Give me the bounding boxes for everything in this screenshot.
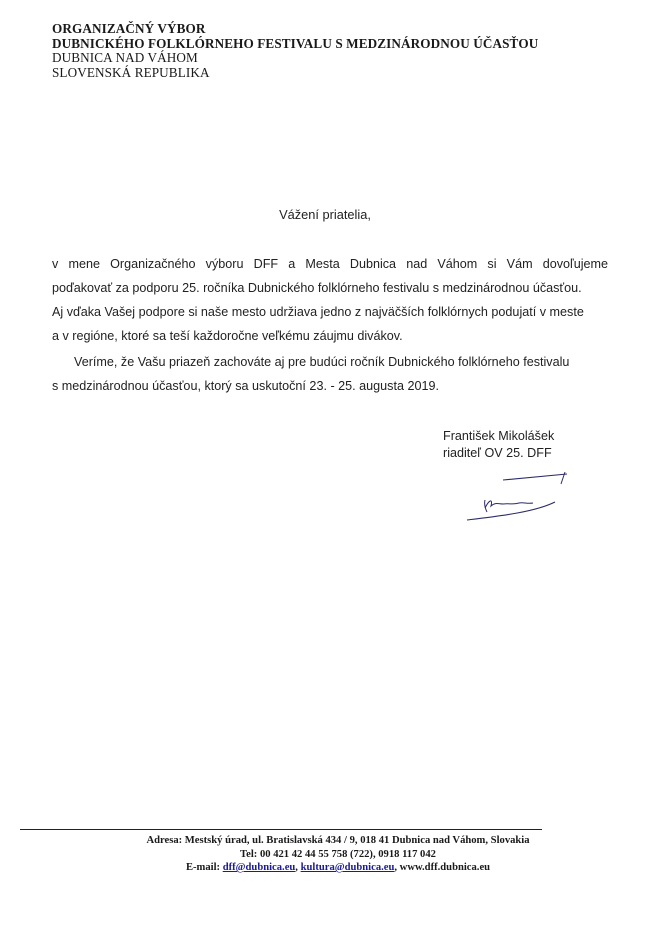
paragraph-line: s medzinárodnou účasťou, ktorý sa uskutoční 23. - 25. augusta 2019. bbox=[52, 379, 439, 393]
footer-separator: , bbox=[295, 862, 298, 873]
signatory-title: riaditeľ OV 25. DFF bbox=[443, 446, 552, 460]
footer-email-label: E-mail: bbox=[185, 862, 221, 873]
footer-website: , www.dff.dubnica.eu bbox=[394, 862, 491, 873]
footer-contact bbox=[92, 834, 584, 875]
paragraph-thanks bbox=[52, 252, 608, 348]
email-link-kultura[interactable]: kultura@dubnica.eu bbox=[300, 862, 395, 873]
paragraph-line: a v regióne, ktoré sa teší každoročne veľkému záujmu divákov. bbox=[52, 329, 403, 343]
footer-divider bbox=[20, 829, 542, 830]
paragraph-next-edition bbox=[52, 350, 608, 398]
footer-email-line bbox=[92, 861, 584, 875]
paragraph-line: Veríme, že Vašu priazeň zachováte aj pre budúci ročník Dubnického folklórneho festivalu bbox=[74, 355, 570, 369]
paragraph-line: Aj vďaka Vašej podpore si naše mesto udržiava jedno z najväčších folklórnych podujatí v meste bbox=[52, 305, 584, 319]
letterhead-city: DUBNICA NAD VÁHOM bbox=[52, 50, 198, 65]
letterhead bbox=[52, 22, 538, 80]
footer-phone: Tel: 00 421 42 44 55 758 (722), 0918 117 042 bbox=[240, 848, 436, 860]
letterhead-festival: DUBNICKÉHO FOLKLÓRNEHO FESTIVALU S MEDZINÁRODNOU ÚČASŤOU bbox=[52, 35, 539, 51]
salutation: Vážení priatelia, bbox=[279, 207, 371, 222]
signature-block bbox=[443, 428, 554, 462]
handwritten-signature bbox=[455, 464, 595, 524]
signatory-name: František Mikolášek bbox=[443, 429, 555, 443]
paragraph-line: v mene Organizačného výboru DFF a Mesta Dubnica nad Váhom si Vám dovoľujeme bbox=[52, 257, 608, 271]
email-link-dff[interactable]: dff@dubnica.eu bbox=[222, 862, 296, 873]
paragraph-line: poďakovať za podporu 25. ročníka Dubnického folklórneho festivalu s medzinárodnou účasťou. bbox=[52, 281, 582, 295]
footer-address: Adresa: Mestský úrad, ul. Bratislavská 434 / 9, 018 41 Dubnica nad Váhom, Slovakia bbox=[146, 835, 530, 846]
letterhead-organization: ORGANIZAČNÝ VÝBOR bbox=[52, 21, 206, 36]
letterhead-country: SLOVENSKÁ REPUBLIKA bbox=[52, 64, 210, 80]
